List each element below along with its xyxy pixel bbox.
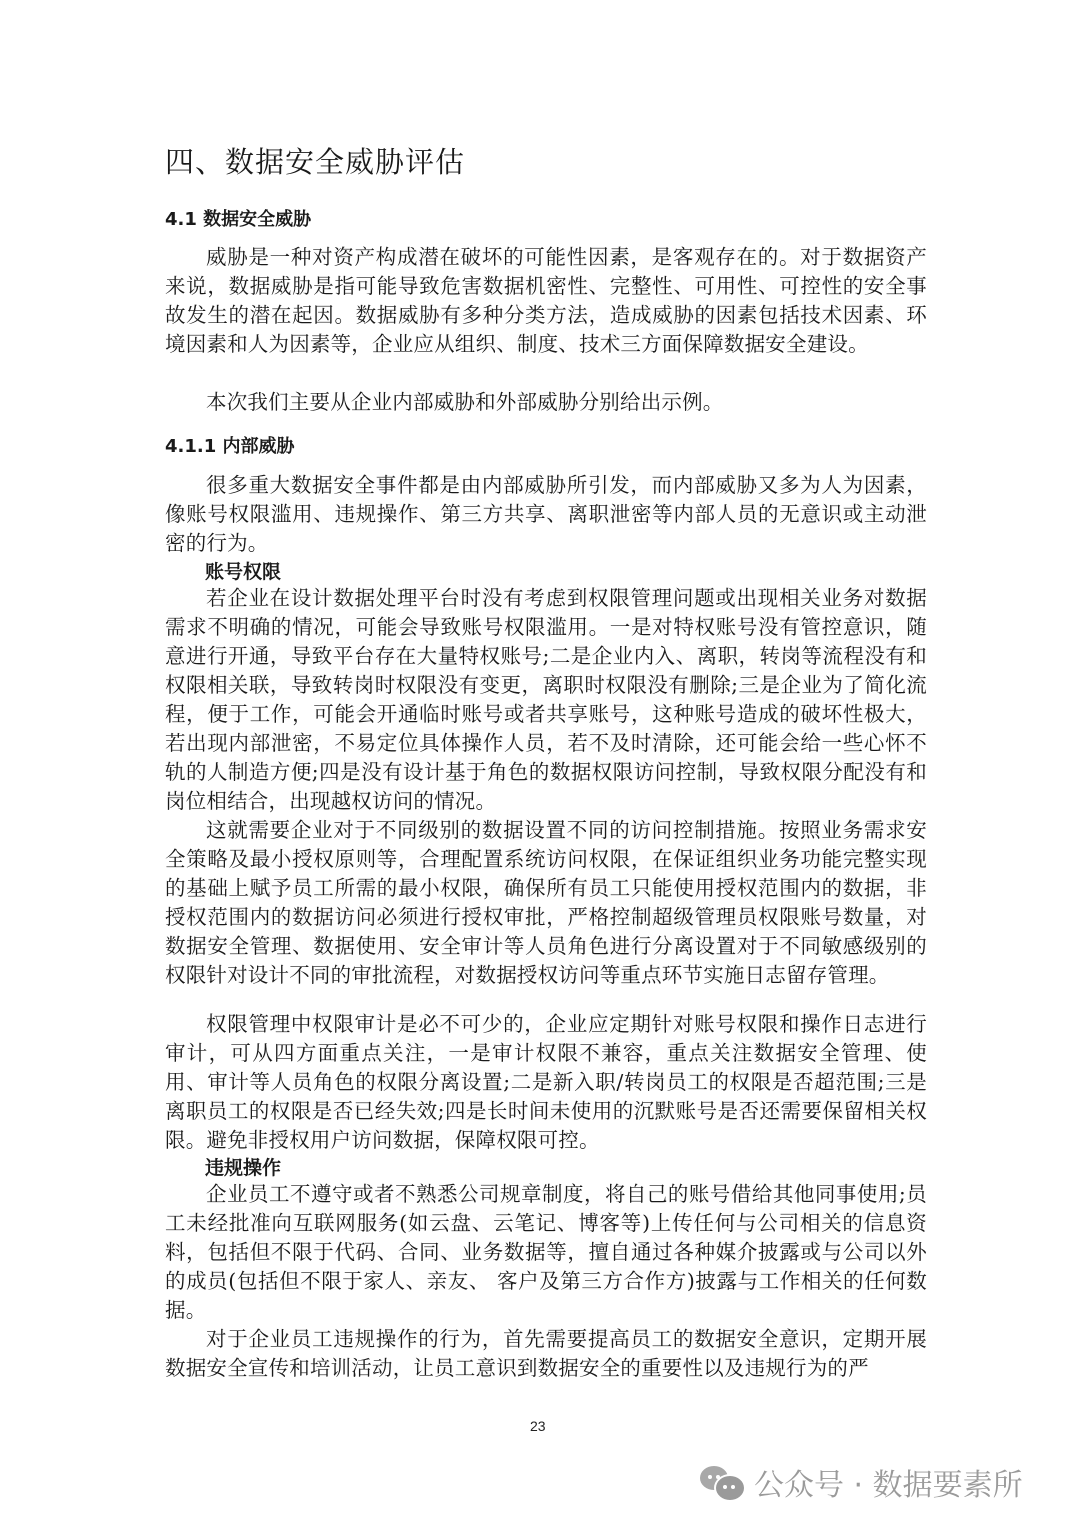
paragraph: 威胁是一种对资产构成潜在破坏的可能性因素，是客观存在的。对于数据资产来说，数据威胁是指可能导致危害数据机密性、完整性、可用性、可控性的安全事故发生的潜在起因。数据威胁有多种分类方法，造成威胁的因素包括技术因素、环境因素和人为因素等，企业应从组织、制度、技术三方面保障数据安全建设。 <box>165 245 927 356</box>
paragraph: 对于企业员工违规操作的行为，首先需要提高员工的数据安全意识，定期开展数据安全宣传和培训活动，让员工意识到数据安全的重要性以及违规行为的严 <box>165 1327 927 1380</box>
paragraph: 很多重大数据安全事件都是由内部威胁所引发，而内部威胁又多为人为因素，像账号权限滥用、违规操作、第三方共享、离职泄密等内部人员的无意识或主动泄密的行为。 <box>165 473 927 555</box>
paragraph: 若企业在设计数据处理平台时没有考虑到权限管理问题或出现相关业务对数据需求不明确的情况，可能会导致账号权限滥用。一是对特权账号没有管控意识，随意进行开通，导致平台存在大量特权账号;二是企业内入、离职，转岗等流程没有和权限相关联，导致转岗时权限没有变更，离职时权限没有删除;三是企业为了简化流程，便于工作，可能会开通临时账号或者共享账号，这种账号造成的破坏性极大，若出现内部泄密，不易定位具体操作人员，若不及时清除，还可能会给一些心怀不轨的人制造方便;四是没有设计基于角色的数据权限访问控制，导致权限分配没有和岗位相结合，出现越权访问的情况。 <box>165 586 927 813</box>
wechat-icon <box>700 1464 744 1500</box>
paragraph: 企业员工不遵守或者不熟悉公司规章制度，将自己的账号借给其他同事使用;员工未经批准向互联网服务(如云盘、云笔记、博客等)上传任何与公司相关的信息资料，包括但不限于代码、合同、业务数据等，擅自通过各种媒介披露或与公司以外的成员(包括但不限于家人、亲友、 客户及第三方合作方)披露与工作相关的任何数据。 <box>165 1182 927 1322</box>
subsection-heading-account-permissions: 账号权限 <box>205 561 282 583</box>
paragraph: 权限管理中权限审计是必不可少的，企业应定期针对账号权限和操作日志进行审计，可从四方面重点关注，一是审计权限不兼容，重点关注数据安全管理、使用、审计等人员角色的权限分离设置;二是新入职/转岗员工的权限是否超范围;三是离职员工的权限是否已经失效;四是长时间未使用的沉默账号是否还需要保留相关权限。避免非授权用户访问数据，保障权限可控。 <box>165 1012 927 1152</box>
page-number: 23 <box>530 1418 546 1434</box>
paragraph: 这就需要企业对于不同级别的数据设置不同的访问控制措施。按照业务需求安全策略及最小授权原则等，合理配置系统访问权限，在保证组织业务功能完整实现的基础上赋予员工所需的最小权限，确保所有员工只能使用授权范围内的数据，非授权范围内的数据访问必须进行授权审批，严格控制超级管理员权限账号数量，对数据安全管理、数据使用、安全审计等人员角色进行分离设置对于不同敏感级别的权限针对设计不同的审批流程，对数据授权访问等重点环节实施日志留存管理。 <box>165 818 927 987</box>
section-heading-4-1-1: 4.1.1 内部威胁 <box>165 436 295 457</box>
subsection-heading-violations: 违规操作 <box>205 1157 282 1179</box>
chapter-title: 四、数据安全威胁评估 <box>165 145 466 179</box>
watermark-text: 公众号 · 数据要素所 <box>754 1468 1023 1503</box>
section-heading-4-1: 4.1 数据安全威胁 <box>165 209 312 230</box>
paragraph: 本次我们主要从企业内部威胁和外部威胁分别给出示例。 <box>206 390 724 414</box>
watermark <box>700 1460 1023 1504</box>
